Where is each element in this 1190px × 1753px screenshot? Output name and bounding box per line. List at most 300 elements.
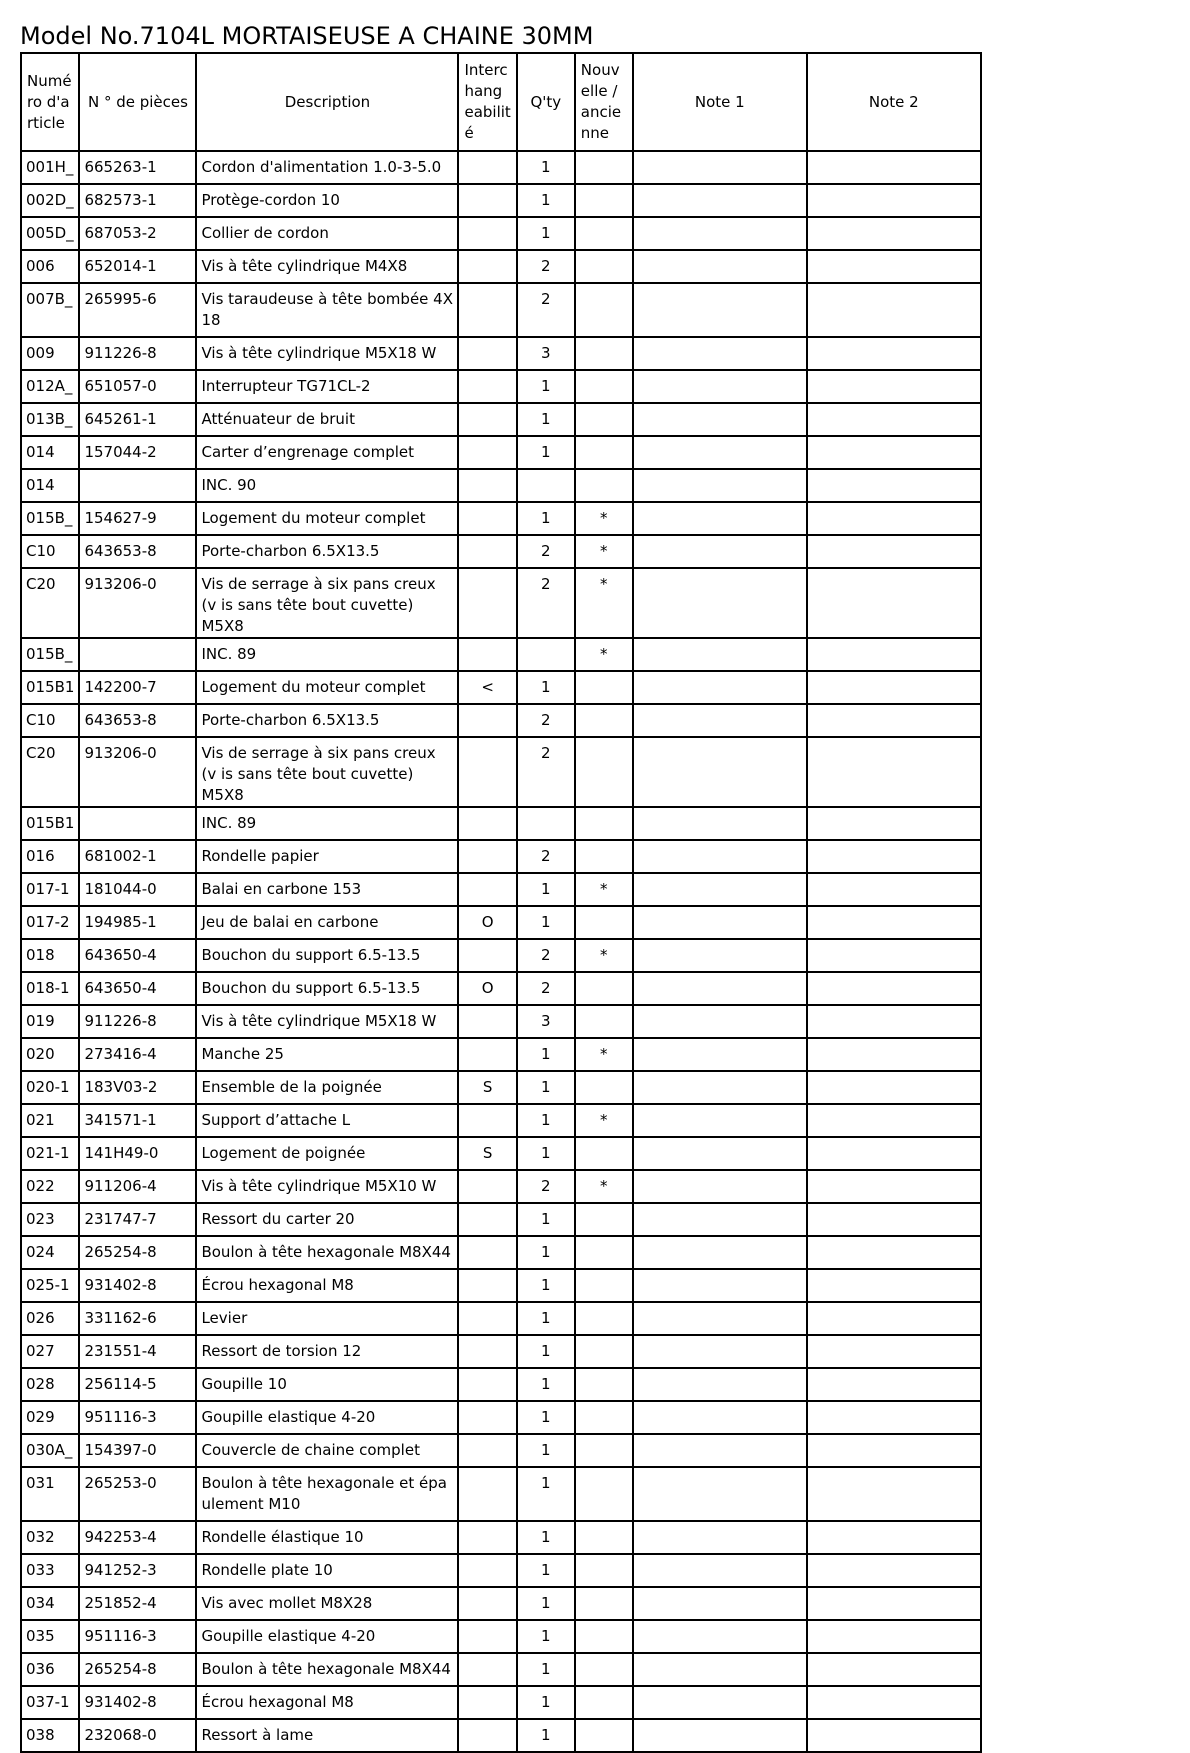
note-1-cell: [633, 1203, 807, 1236]
item-number-cell: 009: [21, 337, 79, 370]
new-old-cell: [575, 370, 633, 403]
description-cell: Levier: [196, 1302, 458, 1335]
new-old-cell: [575, 1653, 633, 1686]
new-old-cell: [575, 1467, 633, 1521]
note-2-cell: [807, 638, 981, 671]
table-row: [21, 1137, 981, 1170]
new-old-cell: [575, 807, 633, 840]
description-cell: Ressort de torsion 12: [196, 1335, 458, 1368]
quantity-cell: 1: [517, 906, 575, 939]
table-row: [21, 337, 981, 370]
item-number-cell: 028: [21, 1368, 79, 1401]
new-old-cell: *: [575, 568, 633, 638]
interchangeability-cell: [458, 1653, 516, 1686]
part-number-cell: 154397-0: [79, 1434, 196, 1467]
note-1-cell: [633, 217, 807, 250]
note-2-cell: [807, 1005, 981, 1038]
part-number-cell: 231747-7: [79, 1203, 196, 1236]
quantity-cell: 1: [517, 1620, 575, 1653]
interchangeability-cell: S: [458, 1071, 516, 1104]
part-number-cell: 651057-0: [79, 370, 196, 403]
column-header-part-number: N ° de pièces: [79, 53, 196, 151]
interchangeability-cell: [458, 1686, 516, 1719]
quantity-cell: 1: [517, 1038, 575, 1071]
description-cell: Interrupteur TG71CL-2: [196, 370, 458, 403]
interchangeability-cell: [458, 807, 516, 840]
table-row: [21, 972, 981, 1005]
new-old-cell: *: [575, 502, 633, 535]
interchangeability-cell: [458, 1587, 516, 1620]
interchangeability-cell: [458, 568, 516, 638]
note-1-cell: [633, 1104, 807, 1137]
item-number-cell: 030A_: [21, 1434, 79, 1467]
table-row: [21, 1653, 981, 1686]
item-number-cell: 024: [21, 1236, 79, 1269]
column-header-note-2: Note 2: [807, 53, 981, 151]
description-cell: Rondelle élastique 10: [196, 1521, 458, 1554]
new-old-cell: [575, 337, 633, 370]
item-number-cell: 037-1: [21, 1686, 79, 1719]
quantity-cell: 1: [517, 184, 575, 217]
interchangeability-cell: [458, 469, 516, 502]
description-cell: Rondelle papier: [196, 840, 458, 873]
column-header-quantity: Q'ty: [517, 53, 575, 151]
part-number-cell: 687053-2: [79, 217, 196, 250]
quantity-cell: 1: [517, 1335, 575, 1368]
table-row: [21, 1401, 981, 1434]
part-number-cell: 157044-2: [79, 436, 196, 469]
note-2-cell: [807, 1071, 981, 1104]
quantity-cell: 1: [517, 436, 575, 469]
interchangeability-cell: [458, 1302, 516, 1335]
interchangeability-cell: [458, 638, 516, 671]
item-number-cell: 032: [21, 1521, 79, 1554]
table-row: [21, 1434, 981, 1467]
note-1-cell: [633, 1554, 807, 1587]
part-number-cell: 643653-8: [79, 704, 196, 737]
table-row: [21, 873, 981, 906]
quantity-cell: 2: [517, 568, 575, 638]
new-old-cell: [575, 1137, 633, 1170]
table-row: [21, 436, 981, 469]
item-number-cell: 036: [21, 1653, 79, 1686]
part-number-cell: 913206-0: [79, 568, 196, 638]
description-cell: Goupille elastique 4-20: [196, 1401, 458, 1434]
interchangeability-cell: [458, 436, 516, 469]
note-1-cell: [633, 568, 807, 638]
note-1-cell: [633, 671, 807, 704]
interchangeability-cell: [458, 403, 516, 436]
item-number-cell: 027: [21, 1335, 79, 1368]
quantity-cell: 2: [517, 1170, 575, 1203]
part-number-cell: 183V03-2: [79, 1071, 196, 1104]
quantity-cell: 2: [517, 939, 575, 972]
note-1-cell: [633, 250, 807, 283]
item-number-cell: 015B_: [21, 502, 79, 535]
quantity-cell: [517, 469, 575, 502]
item-number-cell: 021-1: [21, 1137, 79, 1170]
item-number-cell: 016: [21, 840, 79, 873]
interchangeability-cell: [458, 1269, 516, 1302]
interchangeability-cell: [458, 283, 516, 337]
description-cell: Boulon à tête hexagonale M8X44: [196, 1653, 458, 1686]
note-2-cell: [807, 1719, 981, 1752]
page-title: Model No.7104L MORTAISEUSE A CHAINE 30MM: [20, 22, 594, 50]
note-1-cell: [633, 337, 807, 370]
part-number-cell: 665263-1: [79, 151, 196, 184]
note-1-cell: [633, 1686, 807, 1719]
new-old-cell: [575, 403, 633, 436]
description-cell: Boulon à tête hexagonale M8X44: [196, 1236, 458, 1269]
table-row: [21, 1587, 981, 1620]
note-2-cell: [807, 1038, 981, 1071]
interchangeability-cell: [458, 1620, 516, 1653]
note-2-cell: [807, 873, 981, 906]
table-row: [21, 469, 981, 502]
item-number-cell: 015B1: [21, 671, 79, 704]
new-old-cell: [575, 972, 633, 1005]
table-row: [21, 906, 981, 939]
table-row: [21, 1269, 981, 1302]
quantity-cell: 1: [517, 1137, 575, 1170]
item-number-cell: 017-1: [21, 873, 79, 906]
new-old-cell: [575, 1719, 633, 1752]
description-cell: INC. 90: [196, 469, 458, 502]
interchangeability-cell: [458, 1203, 516, 1236]
quantity-cell: 1: [517, 370, 575, 403]
part-number-cell: 643650-4: [79, 972, 196, 1005]
quantity-cell: 1: [517, 1587, 575, 1620]
note-2-cell: [807, 1236, 981, 1269]
quantity-cell: 2: [517, 737, 575, 807]
table-row: [21, 1554, 981, 1587]
item-number-cell: 018: [21, 939, 79, 972]
note-2-cell: [807, 1686, 981, 1719]
note-2-cell: [807, 1368, 981, 1401]
item-number-cell: 034: [21, 1587, 79, 1620]
note-1-cell: [633, 535, 807, 568]
note-1-cell: [633, 1434, 807, 1467]
quantity-cell: 1: [517, 1269, 575, 1302]
item-number-cell: 026: [21, 1302, 79, 1335]
part-number-cell: 265995-6: [79, 283, 196, 337]
part-number-cell: 913206-0: [79, 737, 196, 807]
new-old-cell: [575, 1434, 633, 1467]
interchangeability-cell: [458, 873, 516, 906]
note-1-cell: [633, 1137, 807, 1170]
note-1-cell: [633, 1269, 807, 1302]
interchangeability-cell: [458, 1521, 516, 1554]
description-cell: Cordon d'alimentation 1.0-3-5.0: [196, 151, 458, 184]
part-number-cell: 951116-3: [79, 1401, 196, 1434]
item-number-cell: C10: [21, 704, 79, 737]
interchangeability-cell: O: [458, 906, 516, 939]
quantity-cell: 1: [517, 671, 575, 704]
new-old-cell: [575, 906, 633, 939]
note-1-cell: [633, 151, 807, 184]
parts-table: [20, 52, 982, 1753]
interchangeability-cell: [458, 1368, 516, 1401]
interchangeability-cell: S: [458, 1137, 516, 1170]
note-2-cell: [807, 1104, 981, 1137]
interchangeability-cell: [458, 1104, 516, 1137]
description-cell: Boulon à tête hexagonale et épa ulement M10: [196, 1467, 458, 1521]
part-number-cell: 643653-8: [79, 535, 196, 568]
item-number-cell: 038: [21, 1719, 79, 1752]
table-row: [21, 1038, 981, 1071]
quantity-cell: 1: [517, 1401, 575, 1434]
new-old-cell: [575, 704, 633, 737]
quantity-cell: 1: [517, 1653, 575, 1686]
description-cell: Vis de serrage à six pans creux (v is sans tête bout cuvette) M5X8: [196, 568, 458, 638]
new-old-cell: [575, 151, 633, 184]
note-2-cell: [807, 535, 981, 568]
note-2-cell: [807, 1554, 981, 1587]
interchangeability-cell: <: [458, 671, 516, 704]
new-old-cell: [575, 1554, 633, 1587]
note-1-cell: [633, 840, 807, 873]
table-row: [21, 535, 981, 568]
quantity-cell: 1: [517, 151, 575, 184]
quantity-cell: 1: [517, 873, 575, 906]
note-2-cell: [807, 1653, 981, 1686]
table-row: [21, 704, 981, 737]
note-2-cell: [807, 502, 981, 535]
note-2-cell: [807, 939, 981, 972]
note-2-cell: [807, 337, 981, 370]
new-old-cell: *: [575, 1038, 633, 1071]
interchangeability-cell: [458, 1170, 516, 1203]
description-cell: INC. 89: [196, 638, 458, 671]
description-cell: Rondelle plate 10: [196, 1554, 458, 1587]
description-cell: Manche 25: [196, 1038, 458, 1071]
quantity-cell: 1: [517, 217, 575, 250]
table-row: [21, 1335, 981, 1368]
table-row: [21, 939, 981, 972]
column-header-new-old: Nouv elle / ancie nne: [575, 53, 633, 151]
note-1-cell: [633, 1719, 807, 1752]
note-1-cell: [633, 502, 807, 535]
new-old-cell: *: [575, 873, 633, 906]
part-number-cell: 951116-3: [79, 1620, 196, 1653]
interchangeability-cell: [458, 184, 516, 217]
description-cell: Atténuateur de bruit: [196, 403, 458, 436]
note-1-cell: [633, 1467, 807, 1521]
part-number-cell: 181044-0: [79, 873, 196, 906]
part-number-cell: 265254-8: [79, 1653, 196, 1686]
note-1-cell: [633, 1236, 807, 1269]
quantity-cell: 1: [517, 1071, 575, 1104]
part-number-cell: 273416-4: [79, 1038, 196, 1071]
description-cell: Logement du moteur complet: [196, 502, 458, 535]
quantity-cell: 1: [517, 1434, 575, 1467]
item-number-cell: 029: [21, 1401, 79, 1434]
quantity-cell: 1: [517, 1104, 575, 1137]
note-1-cell: [633, 1521, 807, 1554]
note-1-cell: [633, 1368, 807, 1401]
table-row: [21, 502, 981, 535]
new-old-cell: [575, 1335, 633, 1368]
description-cell: Vis à tête cylindrique M5X18 W: [196, 1005, 458, 1038]
item-number-cell: 022: [21, 1170, 79, 1203]
item-number-cell: 006: [21, 250, 79, 283]
table-row: [21, 638, 981, 671]
interchangeability-cell: [458, 217, 516, 250]
header-row: [21, 53, 981, 151]
part-number-cell: 142200-7: [79, 671, 196, 704]
note-2-cell: [807, 906, 981, 939]
part-number-cell: 231551-4: [79, 1335, 196, 1368]
quantity-cell: 1: [517, 1203, 575, 1236]
interchangeability-cell: [458, 1719, 516, 1752]
interchangeability-cell: [458, 1467, 516, 1521]
part-number-cell: 232068-0: [79, 1719, 196, 1752]
new-old-cell: [575, 1236, 633, 1269]
part-number-cell: 681002-1: [79, 840, 196, 873]
interchangeability-cell: [458, 737, 516, 807]
note-2-cell: [807, 217, 981, 250]
new-old-cell: [575, 1203, 633, 1236]
item-number-cell: 013B_: [21, 403, 79, 436]
note-2-cell: [807, 370, 981, 403]
quantity-cell: [517, 807, 575, 840]
note-2-cell: [807, 704, 981, 737]
note-1-cell: [633, 638, 807, 671]
part-number-cell: [79, 469, 196, 502]
note-1-cell: [633, 1071, 807, 1104]
interchangeability-cell: O: [458, 972, 516, 1005]
note-2-cell: [807, 671, 981, 704]
note-1-cell: [633, 704, 807, 737]
interchangeability-cell: [458, 502, 516, 535]
description-cell: Porte-charbon 6.5X13.5: [196, 704, 458, 737]
part-number-cell: 141H49-0: [79, 1137, 196, 1170]
note-1-cell: [633, 1005, 807, 1038]
item-number-cell: C20: [21, 568, 79, 638]
note-2-cell: [807, 1401, 981, 1434]
note-2-cell: [807, 1302, 981, 1335]
table-row: [21, 370, 981, 403]
note-2-cell: [807, 283, 981, 337]
quantity-cell: 1: [517, 1521, 575, 1554]
description-cell: Vis avec mollet M8X28: [196, 1587, 458, 1620]
item-number-cell: 007B_: [21, 283, 79, 337]
part-number-cell: 256114-5: [79, 1368, 196, 1401]
description-cell: Protège-cordon 10: [196, 184, 458, 217]
quantity-cell: 2: [517, 704, 575, 737]
note-2-cell: [807, 1620, 981, 1653]
description-cell: Balai en carbone 153: [196, 873, 458, 906]
quantity-cell: 2: [517, 535, 575, 568]
note-2-cell: [807, 151, 981, 184]
description-cell: Logement du moteur complet: [196, 671, 458, 704]
new-old-cell: [575, 250, 633, 283]
part-number-cell: 911206-4: [79, 1170, 196, 1203]
item-number-cell: 015B1: [21, 807, 79, 840]
note-2-cell: [807, 469, 981, 502]
description-cell: Support d’attache L: [196, 1104, 458, 1137]
description-cell: Vis à tête cylindrique M5X18 W: [196, 337, 458, 370]
new-old-cell: [575, 1587, 633, 1620]
description-cell: Écrou hexagonal M8: [196, 1686, 458, 1719]
description-cell: Goupille 10: [196, 1368, 458, 1401]
item-number-cell: 012A_: [21, 370, 79, 403]
note-1-cell: [633, 403, 807, 436]
interchangeability-cell: [458, 1038, 516, 1071]
interchangeability-cell: [458, 1434, 516, 1467]
description-cell: Bouchon du support 6.5-13.5: [196, 939, 458, 972]
note-2-cell: [807, 1521, 981, 1554]
part-number-cell: 331162-6: [79, 1302, 196, 1335]
note-2-cell: [807, 840, 981, 873]
item-number-cell: 017-2: [21, 906, 79, 939]
part-number-cell: 931402-8: [79, 1269, 196, 1302]
note-2-cell: [807, 972, 981, 1005]
part-number-cell: 941252-3: [79, 1554, 196, 1587]
description-cell: Vis taraudeuse à tête bombée 4X 18: [196, 283, 458, 337]
table-row: [21, 840, 981, 873]
table-row: [21, 217, 981, 250]
item-number-cell: 014: [21, 436, 79, 469]
item-number-cell: 018-1: [21, 972, 79, 1005]
new-old-cell: [575, 1686, 633, 1719]
table-row: [21, 1521, 981, 1554]
table-row: [21, 1620, 981, 1653]
note-2-cell: [807, 436, 981, 469]
quantity-cell: 1: [517, 1554, 575, 1587]
part-number-cell: 911226-8: [79, 1005, 196, 1038]
item-number-cell: 020-1: [21, 1071, 79, 1104]
new-old-cell: [575, 1620, 633, 1653]
description-cell: Vis à tête cylindrique M4X8: [196, 250, 458, 283]
description-cell: Ensemble de la poignée: [196, 1071, 458, 1104]
note-1-cell: [633, 1038, 807, 1071]
note-1-cell: [633, 737, 807, 807]
table-row: [21, 1719, 981, 1752]
part-number-cell: [79, 638, 196, 671]
quantity-cell: 1: [517, 502, 575, 535]
new-old-cell: [575, 671, 633, 704]
part-number-cell: 652014-1: [79, 250, 196, 283]
note-1-cell: [633, 1401, 807, 1434]
note-1-cell: [633, 184, 807, 217]
note-2-cell: [807, 1203, 981, 1236]
note-1-cell: [633, 972, 807, 1005]
description-cell: Goupille elastique 4-20: [196, 1620, 458, 1653]
note-2-cell: [807, 1587, 981, 1620]
part-number-cell: 682573-1: [79, 184, 196, 217]
item-number-cell: C20: [21, 737, 79, 807]
quantity-cell: 1: [517, 1686, 575, 1719]
table-row: [21, 184, 981, 217]
item-number-cell: 035: [21, 1620, 79, 1653]
note-2-cell: [807, 1434, 981, 1467]
interchangeability-cell: [458, 704, 516, 737]
table-row: [21, 1170, 981, 1203]
interchangeability-cell: [458, 1335, 516, 1368]
table-row: [21, 737, 981, 807]
item-number-cell: C10: [21, 535, 79, 568]
table-row: [21, 1467, 981, 1521]
note-2-cell: [807, 184, 981, 217]
table-row: [21, 403, 981, 436]
item-number-cell: 019: [21, 1005, 79, 1038]
table-row: [21, 1236, 981, 1269]
item-number-cell: 031: [21, 1467, 79, 1521]
item-number-cell: 023: [21, 1203, 79, 1236]
quantity-cell: 1: [517, 1467, 575, 1521]
note-1-cell: [633, 1335, 807, 1368]
